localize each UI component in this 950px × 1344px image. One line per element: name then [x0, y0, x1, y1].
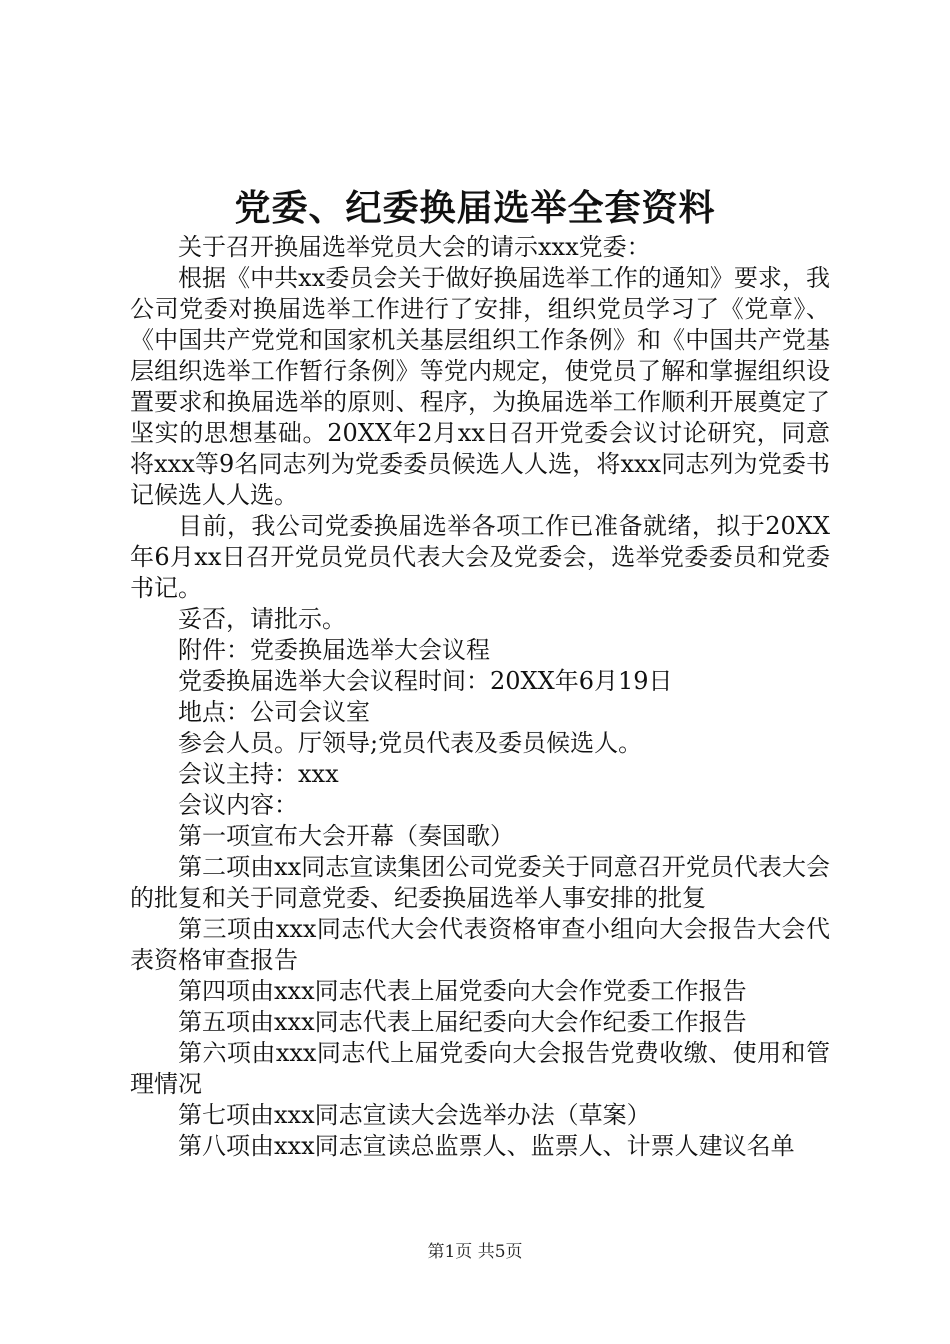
agenda-item-5: 第五项由xxx同志代表上届纪委向大会作纪委工作报告 — [178, 1008, 747, 1036]
agenda-item-6: 第六项由xxx同志代上届党委向大会报告党费收缴、使用和管理情况 — [130, 1039, 830, 1098]
paragraph-request-heading: 关于召开换届选举党员大会的请示xxx党委： — [178, 233, 651, 261]
agenda-item-8: 第八项由xxx同志宣读总监票人、监票人、计票人建议名单 — [178, 1132, 795, 1160]
agenda-item-7: 第七项由xxx同志宣读大会选举办法（草案） — [178, 1101, 651, 1129]
agenda-item-1: 第一项宣布大会开幕（奏国歌） — [178, 822, 514, 850]
document-title: 党委、纪委换届选举全套资料 — [234, 187, 716, 229]
paragraph-host: 会议主持：xxx — [178, 760, 339, 788]
paragraph-attachment: 附件：党委换届选举大会议程 — [178, 636, 490, 664]
paragraph-location: 地点：公司会议室 — [178, 698, 370, 726]
document-body — [130, 232, 830, 1162]
paragraph-approval-request: 妥否，请批示。 — [178, 605, 346, 633]
paragraph-background: 根据《中共xx委员会关于做好换届选举工作的通知》要求，我公司党委对换届选举工作进行了安排，组织党员学习了《党章》、《中国共产党党和国家机关基层组织工作条例》和《中国共产党基层组织选举工作暂行条例》等党内规定，使党员了解和掌握组织设置要求和换届选举的原则、程序，为换届选举工作顺利开展奠定了坚实的思想基础。20XX年2月xx日召开党委会议讨论研究，同意将xxx等9名同志列为党委委员候选人人选，将xxx同志列为党委书记候选人人选。 — [130, 264, 830, 509]
paragraph-preparation: 目前，我公司党委换届选举各项工作已准备就绪，拟于20XX年6月xx日召开党员党员代表大会及党委会，选举党委委员和党委书记。 — [130, 512, 830, 602]
paragraph-agenda-time: 党委换届选举大会议程时间：20XX年6月19日 — [178, 667, 673, 695]
agenda-item-2: 第二项由xx同志宣读集团公司党委关于同意召开党员代表大会的批复和关于同意党委、纪委换届选举人事安排的批复 — [130, 853, 830, 912]
paragraph-content-heading: 会议内容： — [178, 791, 298, 819]
agenda-item-3: 第三项由xxx同志代大会代表资格审查小组向大会报告大会代表资格审查报告 — [130, 915, 830, 974]
paragraph-attendees: 参会人员。厅领导;党员代表及委员候选人。 — [178, 729, 643, 757]
agenda-item-4: 第四项由xxx同志代表上届党委向大会作党委工作报告 — [178, 977, 747, 1005]
page-number-footer: 第1页 共5页 — [427, 1242, 523, 1262]
